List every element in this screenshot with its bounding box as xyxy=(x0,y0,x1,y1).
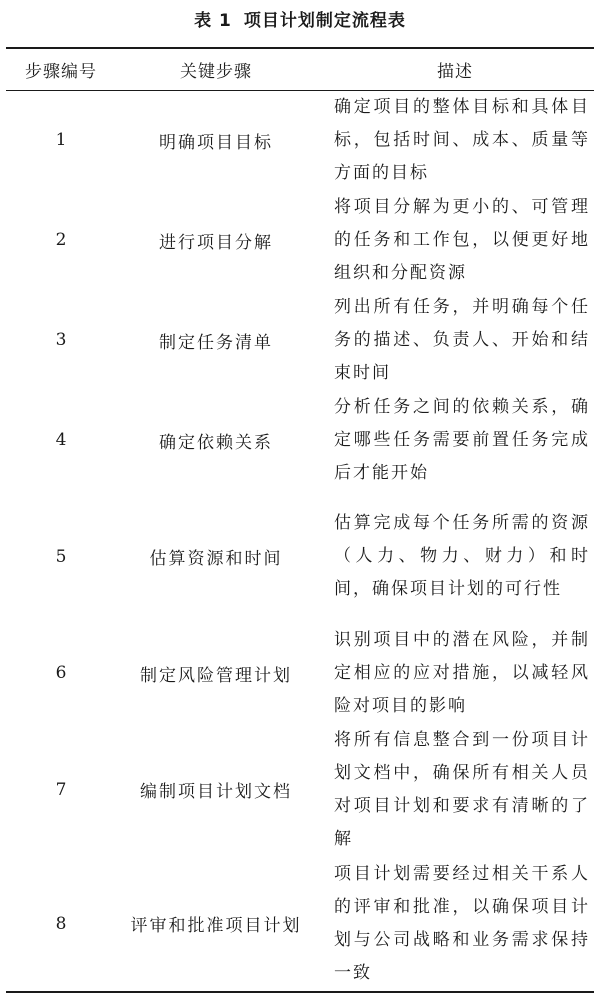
step-number-cell: 3 xyxy=(55,330,67,350)
key-step-cell: 进行项目分解 xyxy=(159,232,273,253)
description-cell: 列出所有任务，并明确每个任务的描述、负责人、开始和结束时间 xyxy=(334,296,590,383)
step-number-cell: 4 xyxy=(55,430,67,450)
step-number-cell: 2 xyxy=(55,230,67,250)
key-step-cell: 评审和批准项目计划 xyxy=(116,856,316,992)
table-row xyxy=(6,856,594,992)
header-key-step: 关键步骤 xyxy=(116,48,316,90)
step-number-cell: 7 xyxy=(55,779,67,800)
description-cell: 项目计划需要经过相关干系人的评审和批准，以确保项目计划与公司战略和业务需求保持一致 xyxy=(316,856,594,992)
step-number-cell: 5 xyxy=(55,546,67,567)
table-row xyxy=(6,623,594,723)
step-number-cell: 1 xyxy=(55,130,67,151)
key-step-cell: 估算资源和时间 xyxy=(149,549,283,569)
process-table xyxy=(6,47,594,993)
table-row xyxy=(6,390,594,490)
header-step-number: 步骤编号 xyxy=(6,48,116,90)
header-description: 描述 xyxy=(316,48,594,90)
description-cell: 识别项目中的潜在风险，并制定相应的应对措施，以减轻风险对项目的影响 xyxy=(334,629,590,716)
description-cell: 将项目分解为更小的、可管理的任务和工作包，以便更好地组织和分配资源 xyxy=(334,196,590,283)
table-title: 项目计划制定流程表 xyxy=(243,11,406,31)
table-row xyxy=(6,490,594,623)
description-cell: 确定项目的整体目标和具体目标，包括时间、成本、质量等方面的目标 xyxy=(334,96,590,183)
table-row xyxy=(6,190,594,290)
key-step-cell: 明确项目目标 xyxy=(159,132,273,153)
table-number: 表 1 xyxy=(194,11,232,31)
description-cell: 分析任务之间的依赖关系，确定哪些任务需要前置任务完成后才能开始 xyxy=(334,396,590,483)
key-step-cell: 制定风险管理计划 xyxy=(140,665,292,686)
key-step-cell: 制定任务清单 xyxy=(159,332,273,353)
table-row xyxy=(6,723,594,856)
key-step-cell: 确定依赖关系 xyxy=(159,432,273,453)
description-cell: 将所有信息整合到一份项目计划文档中，确保所有相关人员对项目计划和要求有清晰的了解 xyxy=(334,729,590,849)
description-cell: 估算完成每个任务所需的资源（人力、物力、财力）和时间，确保项目计划的可行性 xyxy=(334,513,590,599)
table-caption xyxy=(0,6,600,31)
step-number-cell: 8 xyxy=(6,856,116,992)
table-row xyxy=(6,290,594,390)
table-row xyxy=(6,90,594,190)
step-number-cell: 6 xyxy=(55,663,67,683)
table-header-row xyxy=(6,48,594,90)
key-step-cell: 编制项目计划文档 xyxy=(140,782,292,802)
